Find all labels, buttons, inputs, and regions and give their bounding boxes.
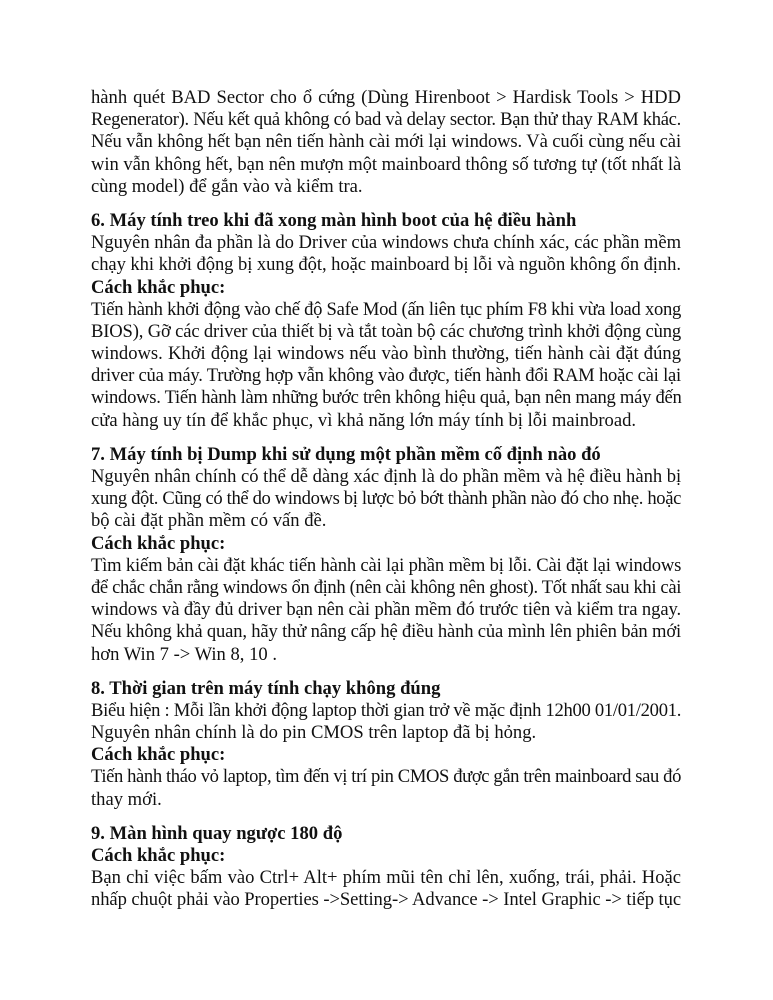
text-line: Nguyên nhân chính là do pin CMOS trên laptop đã bị hỏng. — [91, 722, 537, 744]
document-page — [91, 87, 681, 924]
section-6 — [91, 210, 681, 432]
section-8 — [91, 678, 681, 811]
section-9 — [91, 823, 681, 912]
text-line: Nguyên nhân đa phần là do Driver của windows chưa chính xác, các phần mềm — [91, 232, 681, 254]
text-line: bộ cài đặt phần mềm có vấn đề. — [91, 510, 327, 532]
fix-label: Cách khắc phục: — [91, 532, 226, 554]
text-line: BIOS), Gỡ các driver của thiết bị và tắt toàn bộ các chương trình khởi động cùng — [91, 320, 681, 342]
text-line: nhấp chuột phải vào Properties ->Setting-> Advance -> Intel Graphic -> tiếp tục — [91, 889, 681, 911]
text-line: win vẫn không hết, bạn nên mượn một mainboard thông số tương tự (tốt nhất là — [91, 153, 682, 175]
text-line: cùng model) để gắn vào và kiểm tra. — [91, 175, 363, 197]
fix-label: Cách khắc phục: — [91, 845, 226, 866]
text-line: Tiến hành tháo vỏ laptop, tìm đến vị trí pin CMOS được gắn trên mainboard sau đó — [91, 766, 681, 788]
section-heading: 6. Máy tính treo khi đã xong màn hình boot của hệ điều hành — [91, 209, 577, 231]
text-line: Nếu không khả quan, hãy thử nâng cấp hệ điều hành của mình lên phiên bản mới — [91, 621, 681, 643]
section-7 — [91, 444, 681, 666]
text-line: Tiến hành khởi động vào chế độ Safe Mod (ấn liên tục phím F8 khi vừa load xong — [91, 298, 681, 320]
text-line: windows và đầy đủ driver bạn nên cài phần mềm đó trước tiên và kiểm tra ngay. — [91, 599, 681, 621]
text-line: chạy khi khởi động bị xung đột, hoặc mainboard bị lỗi và nguồn không ổn định. — [91, 254, 681, 276]
section-heading: 7. Máy tính bị Dump khi sử dụng một phần mềm cố định nào đó — [91, 443, 601, 465]
text-line: driver của máy. Trường hợp vẫn không vào được, tiến hành đổi RAM hoặc cài lại — [91, 365, 681, 387]
text-line: thay mới. — [91, 788, 162, 810]
text-line: Biểu hiện : Mỗi lần khởi động laptop thời gian trở về mặc định 12h00 01/01/2001. — [91, 699, 682, 721]
text-line: cửa hàng uy tín để khắc phục, vì khả năng lớn máy tính bị lỗi mainbroad. — [91, 409, 637, 431]
text-line: windows. Khởi động lại windows nếu vào bình thường, tiến hành cài đặt đúng — [91, 343, 681, 365]
intro-paragraph — [91, 87, 681, 198]
text-line: để chắc chắn rằng windows ổn định (nên cài không nên ghost). Tốt nhất sau khi cài — [91, 576, 681, 598]
text-line: xung đột. Cũng có thể do windows bị lược bỏ bớt thành phần nào đó cho nhẹ. hoặc — [91, 488, 681, 510]
text-line: Tìm kiếm bản cài đặt khác tiến hành cài lại phần mềm bị lỗi. Cài đặt lại windows — [91, 554, 682, 576]
text-line: hành quét BAD Sector cho ổ cứng (Dùng Hirenboot > Hardisk Tools > HDD — [91, 87, 681, 108]
text-line: Regenerator). Nếu kết quả không có bad và delay sector. Bạn thử thay RAM khác. — [91, 109, 681, 131]
text-line: Bạn chỉ việc bấm vào Ctrl+ Alt+ phím mũi tên chỉ lên, xuống, trái, phải. Hoặc — [91, 867, 681, 889]
section-heading: 8. Thời gian trên máy tính chạy không đúng — [91, 677, 441, 699]
text-line: hơn Win 7 -> Win 8, 10 . — [91, 643, 277, 665]
text-line: Nếu vẫn không hết bạn nên tiến hành cài mới lại windows. Và cuối cùng nếu cài — [91, 131, 681, 153]
text-line: Nguyên nhân chính có thể dễ dàng xác định là do phần mềm và hệ điều hành bị — [91, 466, 682, 487]
section-heading: 9. Màn hình quay ngược 180 độ — [91, 822, 343, 844]
text-line: windows. Tiến hành làm những bước trên không hiệu quả, bạn nên mang máy đến — [91, 387, 682, 409]
fix-label: Cách khắc phục: — [91, 276, 226, 298]
fix-label: Cách khắc phục: — [91, 744, 226, 766]
